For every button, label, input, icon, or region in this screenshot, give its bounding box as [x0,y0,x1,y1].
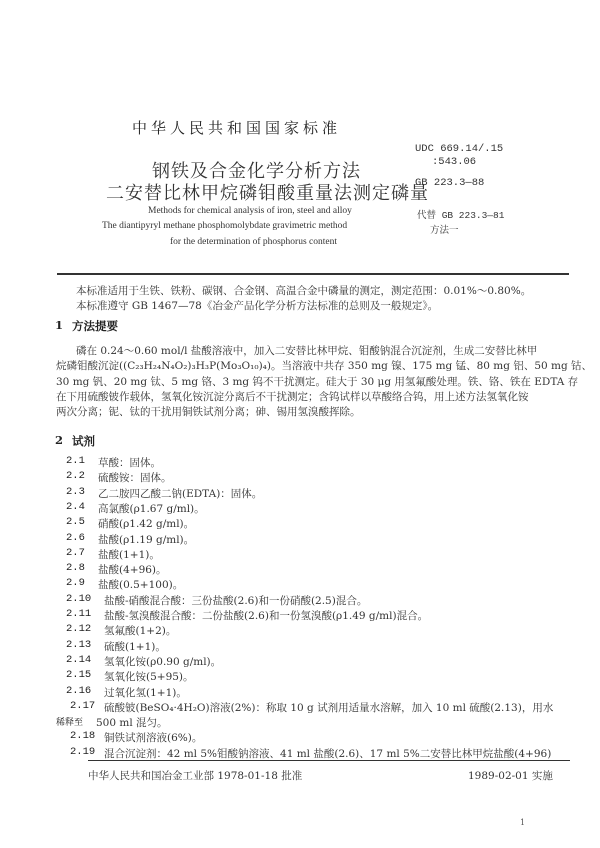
method-label: 方法一 [430,225,459,236]
intro-compliance: 本标准遵守 GB 1467—78《冶金产品化学分析方法标准的总则及一般规定》。 [76,300,439,312]
reagent-text: 乙二胺四乙酸二钠(EDTA)：固体。 [98,487,263,500]
section-1-number: 1 [55,318,64,332]
title-cn-line2: 二安替比林甲烷磷钼酸重量法测定磷量 [106,183,429,204]
gb-number: GB 223.3—88 [415,177,485,189]
reagent-number: 2.2 [66,470,85,483]
approval-info: 中华人民共和国冶金工业部 1978-01-18 批准 [88,770,303,782]
footer-divider [88,760,570,761]
reagent-number: 2.16 [66,684,92,697]
reagent-number: 2.18 [70,730,96,743]
section-1-line: 烷磷钼酸沉淀((C₂₃H₂₄N₄O₂)₃H₃P(Mo₃O₁₀)₄)。当溶液中共存 350 mg 镍、175 mg 锰、80 mg 铝、50 mg 钴、 [56,360,593,372]
reagent-number: 2.1 [66,455,85,467]
page-number: 1 [520,818,526,827]
reagent-number: 2.9 [66,577,85,590]
reagent-text: 500 ml 混匀。 [96,717,168,730]
section-1-heading: 方法提要 [72,319,118,333]
reagent-text: 盐酸(4+96)。 [98,564,167,577]
header-divider [57,273,569,275]
reagent-text: 铜铁试剂溶液(6%)。 [104,732,203,745]
reagent-text: 盐酸(ρ1.19 g/ml)。 [98,533,195,546]
replaces-standard: 代替 GB 223.3—81 [417,210,505,221]
reagent-text: 草酸：固体。 [98,457,161,469]
title-cn-line1: 钢铁及合金化学分析方法 [152,161,361,182]
section-1-line: 两次分离；铌、钛的干扰用铜铁试剂分离；砷、锡用氢溴酸挥除。 [56,406,361,418]
reagent-text: 盐酸-硝酸混合酸：三份盐酸(2.6)和一份硝酸(2.5)混合。 [104,594,368,607]
implementation-date: 1989-02-01 实施 [468,770,553,782]
reagent-text: 硫酸(1+1)。 [104,640,166,653]
reagent-number: 稀释至 [56,718,84,729]
reagent-text: 过氧化氢(1+1)。 [104,686,187,699]
section-2-heading: 试剂 [72,434,95,448]
reagent-text: 高氯酸(ρ1.67 g/ml)。 [98,502,205,515]
reagent-number: 2.10 [66,592,92,605]
reagent-number: 2.14 [66,653,92,666]
intro-scope: 本标准适用于生铁、铁粉、碳钢、合金钢、高温合金中磷量的测定，测定范围：0.01%～0.80%。 [76,285,532,297]
reagent-number: 2.19 [70,745,96,758]
title-en-line3: for the determination of phosphorus content [170,237,338,247]
reagent-number: 2.12 [66,623,92,636]
reagent-text: 氢氟酸(1+2)。 [104,625,177,638]
reagent-text: 混合沉淀剂：42 ml 5%钼酸钠溶液、41 ml 盐酸(2.6)、17 ml 5%二安替比林甲烷盐酸(4+96) [104,747,552,760]
reagent-number: 2.8 [66,562,85,575]
reagent-number: 2.13 [66,638,92,651]
reagent-number: 2.6 [66,531,85,544]
reagent-text: 盐酸-氢溴酸混合酸：二份盐酸(2.6)和一份氢溴酸(ρ1.49 g/ml)混合。 [104,610,429,622]
reagent-text: 氢氧化铵(5+95)。 [104,671,194,684]
reagent-number: 2.5 [66,516,85,529]
reagent-number: 2.17 [70,699,96,712]
reagent-text: 氢氧化铵(ρ0.90 g/ml)。 [104,655,222,668]
section-1-line: 30 mg 钒、20 mg 钛、5 mg 铬、3 mg 钨不干扰测定。硅大于 30 μg 用氢氟酸处理。铁、铬、铁在 EDTA 存 [56,376,579,388]
reagent-text: 硫酸铵：固体。 [98,472,172,485]
title-en-line2: The diantipyryl methane phosphomolybdate gravimetric method [102,221,348,231]
reagent-number: 2.7 [66,546,85,559]
reagent-number: 2.15 [66,669,92,682]
reagent-text: 硫酸铍(BeSO₄·4H₂O)溶液(2%)：称取 10 g 试剂用适量水溶解，加入 10 ml 硫酸(2.13)，用水 [104,701,554,714]
udc-code: UDC 669.14/.15 [415,143,504,155]
reagent-number: 2.11 [66,608,92,620]
reagent-text: 盐酸(0.5+100)。 [98,579,184,592]
section-1-line: 磷在 0.24～0.60 mol/l 盐酸溶液中，加入二安替比林甲烷、钼酸钠混合沉淀剂，生成二安替比林甲 [76,345,538,357]
section-1-line: 在下用硫酸铍作载体，氢氧化铵沉淀分离后不干扰测定；含钨试样以草酸络合钨，用上述方法氢氧化铵 [56,391,529,403]
section-2-number: 2 [55,433,64,447]
reagent-text: 盐酸(1+1)。 [98,548,160,561]
reagent-text: 硝酸(ρ1.42 g/ml)。 [98,518,195,531]
reagent-number: 2.3 [66,485,85,498]
national-standard-heading: 中华人民共和国国家标准 [132,119,342,137]
reagent-number: 2.4 [66,500,85,513]
udc-code-cont: :543.06 [432,156,477,168]
title-en-line1: Methods for chemical analysis of iron, steel and alloy [148,206,352,216]
